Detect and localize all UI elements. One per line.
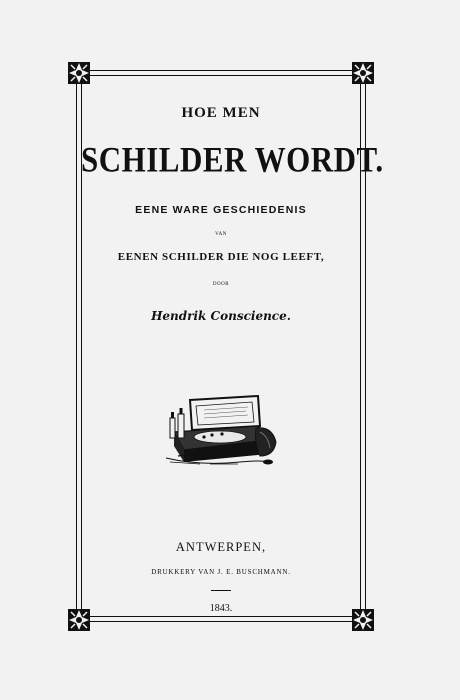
- paintbox-vignette-icon: [160, 392, 280, 470]
- connector-van: VAN: [215, 232, 227, 237]
- divider-rule: [211, 590, 231, 591]
- connector-door: DOOR: [212, 282, 230, 287]
- title-line-1: HOE MEN: [181, 105, 261, 121]
- place-of-publication: ANTWERPEN,: [175, 540, 267, 554]
- publication-year: 1843.: [209, 603, 233, 614]
- corner-ornament-icon: [349, 59, 377, 87]
- subtitle: EENE WARE GESCHIEDENIS: [135, 204, 307, 216]
- printer-line: DRUKKERY VAN J. E. BUSCHMANN.: [151, 568, 291, 576]
- subject-line: EENEN SCHILDER DIE NOG LEEFT,: [117, 251, 325, 263]
- author-name: Hendrik Conscience.: [151, 309, 291, 323]
- corner-ornament-icon: [65, 59, 93, 87]
- main-title: SCHILDER WORDT.: [81, 139, 384, 180]
